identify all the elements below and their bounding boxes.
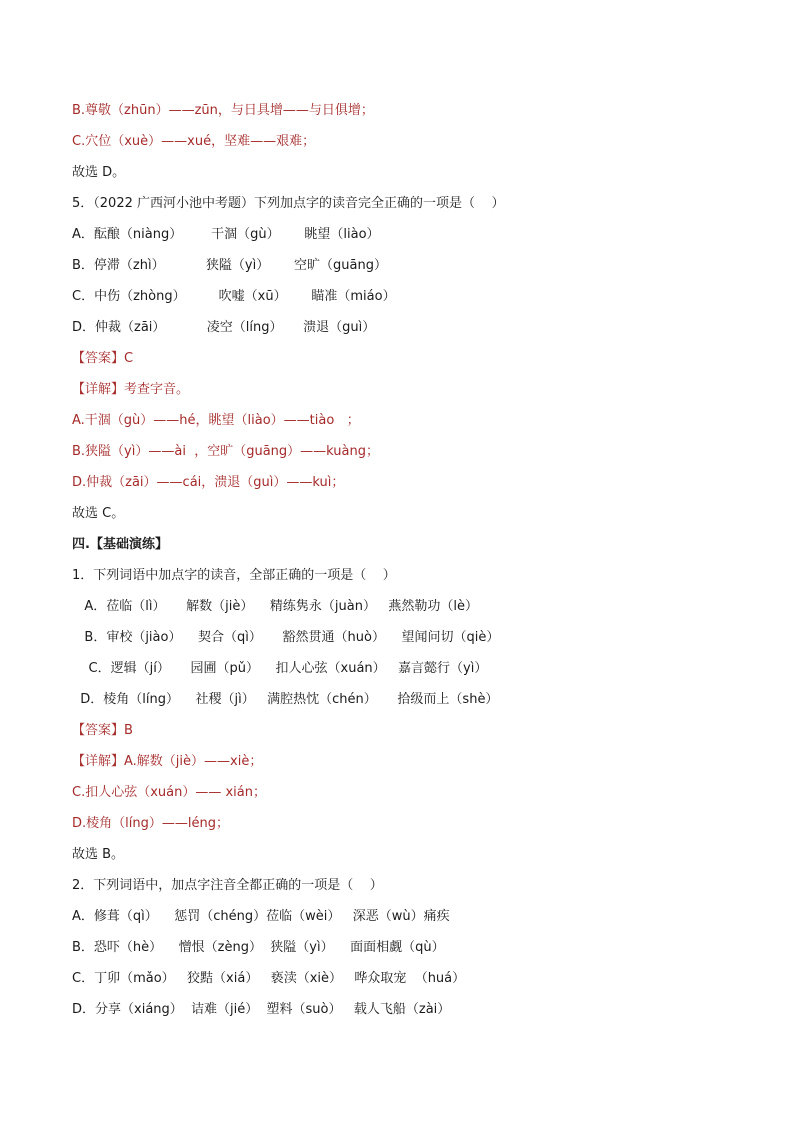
option-line: B．审校（jiào） 契合（qì） 豁然贯通（huò） 望闻问切（qiè） [72,630,500,645]
answer-line: B.尊敬（zhūn）——zūn，与日具增——与日俱增； [72,103,374,118]
option-line: C．丁卯（mǎo） 狡黠（xiá） 亵渎（xiè） 哗众取宠 （huá） [72,971,466,986]
answer-line: B.狭隘（yì）——ài ，空旷（guāng）——kuàng； [72,444,379,459]
answer-label: 【答案】B [72,723,133,738]
answer-label: 【答案】C [72,351,134,366]
option-line: A．修葺（qì） 惩罚（chéng）莅临（wèi） 深恶（wù）痛疾 [72,909,450,924]
question-line: 1．下列词语中加点字的读音，全部正确的一项是（ ） [72,568,396,583]
option-line: A．酝酿（niàng） 干涸（gù） 眺望（liào） [72,227,380,242]
conclusion-line: 故选 D。 [72,165,126,180]
option-line: C．中伤（zhòng） 吹嘘（xū） 瞄准（miáo） [72,289,396,304]
answer-line: C.扣人心弦（xuán）—— xián； [72,785,266,800]
answer-line: D.仲裁（zāi）——cái，溃退（guì）——kuì； [72,475,345,490]
conclusion-line: 故选 C。 [72,506,125,521]
option-line: D．分享（xiáng） 诘难（jié） 塑料（suò） 载人飞船（zài） [72,1002,451,1017]
option-line: B．恐吓（hè） 憎恨（zèng） 狭隘（yì） 面面相觑（qù） [72,940,445,955]
conclusion-line: 故选 B。 [72,847,125,862]
option-line: C．逻辑（jí） 园圃（pǔ） 扣人心弦（xuán） 嘉言懿行（yì） [72,661,488,676]
answer-line: C.穴位（xuè）——xué，坚难——艰难； [72,134,316,149]
answer-line: D.棱角（líng）——léng； [72,816,229,831]
explanation-label: 【详解】考查字音。 [72,382,190,397]
option-line: B．停滞（zhì） 狭隘（yì） 空旷（guāng） [72,258,387,273]
option-line: D．仲裁（zāi） 凌空（líng） 溃退（guì） [72,320,376,335]
question-line: 2．下列词语中，加点字注音全都正确的一项是（ ） [72,878,383,893]
explanation-label: 【详解】A.解数（jiè）——xiè； [72,754,263,769]
option-line: A．莅临（lì） 解数（jiè） 精练隽永（juàn） 燕然勒功（lè） [72,599,478,614]
answer-line: A.干涸（gù）——hé，眺望（liào）——tiào ； [72,413,360,428]
question-line: 5．（2022 广西河小池中考题）下列加点字的读音完全正确的一项是（ ） [72,196,505,211]
section-heading: 四.【基础演练】 [72,537,168,552]
option-line: D．棱角（líng） 社稷（jì） 满腔热忱（chén） 拾级而上（shè） [72,692,499,707]
